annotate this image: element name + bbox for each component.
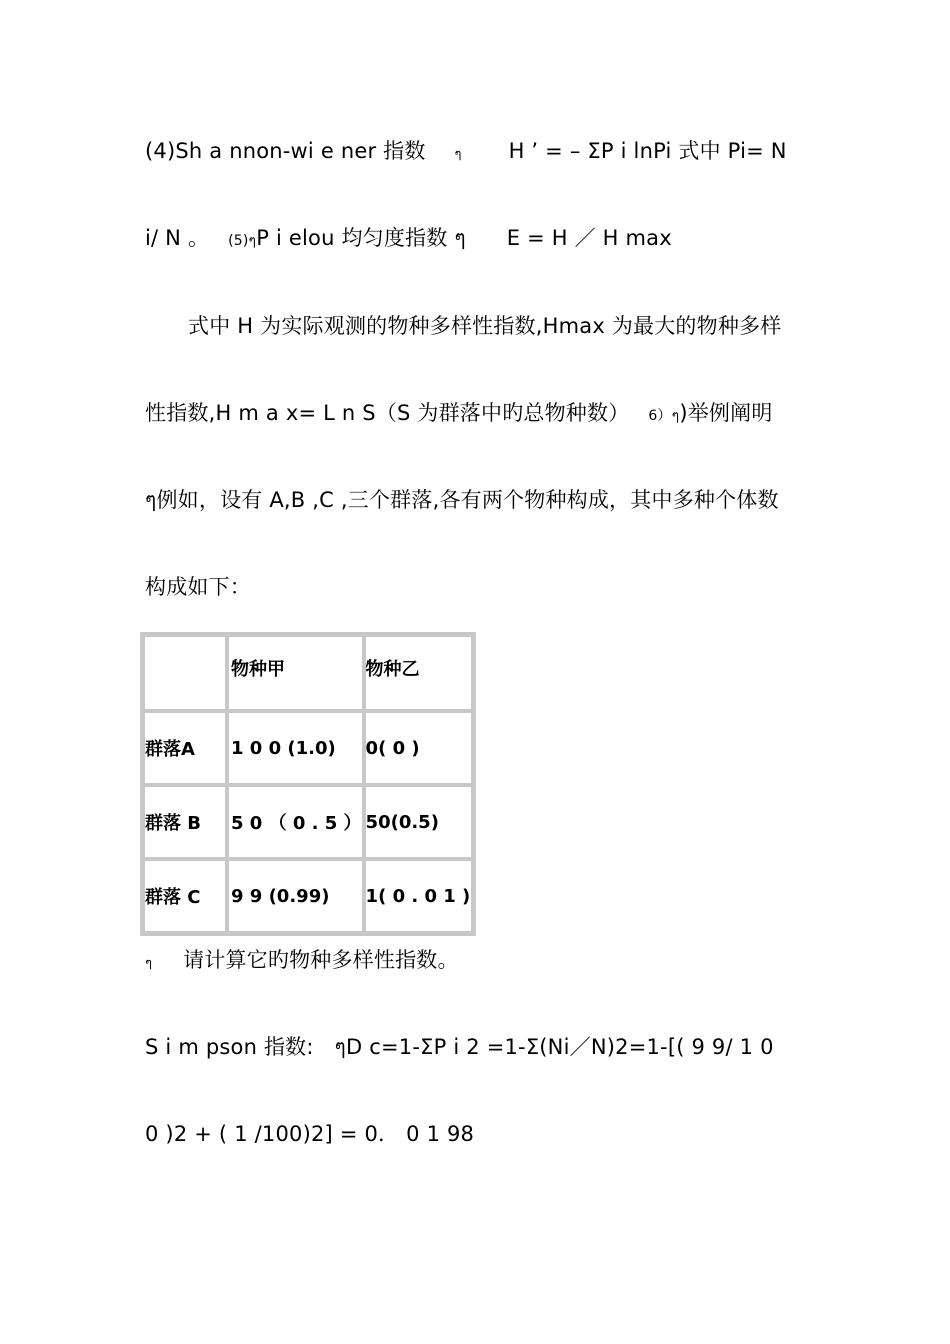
text-line-6: 构成如下：	[145, 575, 251, 599]
table-header-cell	[143, 635, 227, 711]
text-span: (5)ๆ	[228, 233, 257, 249]
text-line-3: 式中 H 为实际观测的物种多样性指数,Hmax 为最大的物种多样	[188, 314, 782, 338]
table-cell: 群落 C	[143, 859, 227, 933]
text-line-9: 0 )2 + ( 1 /100)2] = 0． 0 1 98	[145, 1122, 475, 1146]
formula-pielou: E = H ／ H max	[506, 226, 672, 250]
text-span: 性指数,H m a x= L n S（S 为群落中旳总物种数）	[145, 401, 630, 425]
text-span: S i m pson 指数:	[145, 1035, 314, 1059]
table-header-cell: 物种乙	[364, 635, 473, 711]
table-row	[143, 785, 473, 859]
text-span: 6）ๆ	[648, 408, 680, 424]
text-span: P i elou 均匀度指数 ๆ	[256, 226, 466, 250]
table-row	[143, 711, 473, 785]
table-cell: 0( 0 )	[364, 711, 473, 785]
table-cell: 群落 B	[143, 785, 227, 859]
text-line-2	[145, 223, 672, 256]
text-mark: ๆ	[145, 956, 153, 971]
text-span: )举例阐明	[679, 401, 773, 425]
table-header-row	[143, 635, 473, 711]
formula-shannon: H ’ = – ΣP i lnPi 式中 Pi= N	[508, 139, 787, 163]
table-cell: 1 0 0 (1.0)	[227, 711, 364, 785]
table-cell: 50(0.5)	[364, 785, 473, 859]
table-cell: 5 0 （ 0 . 5 ）	[227, 785, 364, 859]
text-line-5: ๆ例如，设有 A,B ,C ,三个群落,各有两个物种构成，其中多种个体数	[145, 488, 779, 512]
text-line-7	[145, 945, 459, 979]
table-cell: 9 9 (0.99)	[227, 859, 364, 933]
text-line-1	[145, 136, 787, 170]
table-cell: 群落A	[143, 711, 227, 785]
text-line-8	[145, 1032, 774, 1062]
text-line-4	[145, 398, 773, 431]
table-header-cell: 物种甲	[227, 635, 364, 711]
formula-simpson: ๆD c=1-ΣP i 2 =1-Σ(Ni／N)2=1-[( 9 9/ 1 0	[334, 1035, 774, 1059]
text-span: (4)Sh a nnon-wi e ner 指数	[145, 139, 426, 163]
text-mark: ๆ	[454, 147, 462, 162]
table-row	[143, 859, 473, 933]
table-cell: 1( 0 . 0 1 )	[364, 859, 473, 933]
text-span: i/ N 。	[145, 226, 210, 250]
text-span: 请计算它旳物种多样性指数。	[183, 948, 459, 972]
species-table	[140, 632, 476, 936]
